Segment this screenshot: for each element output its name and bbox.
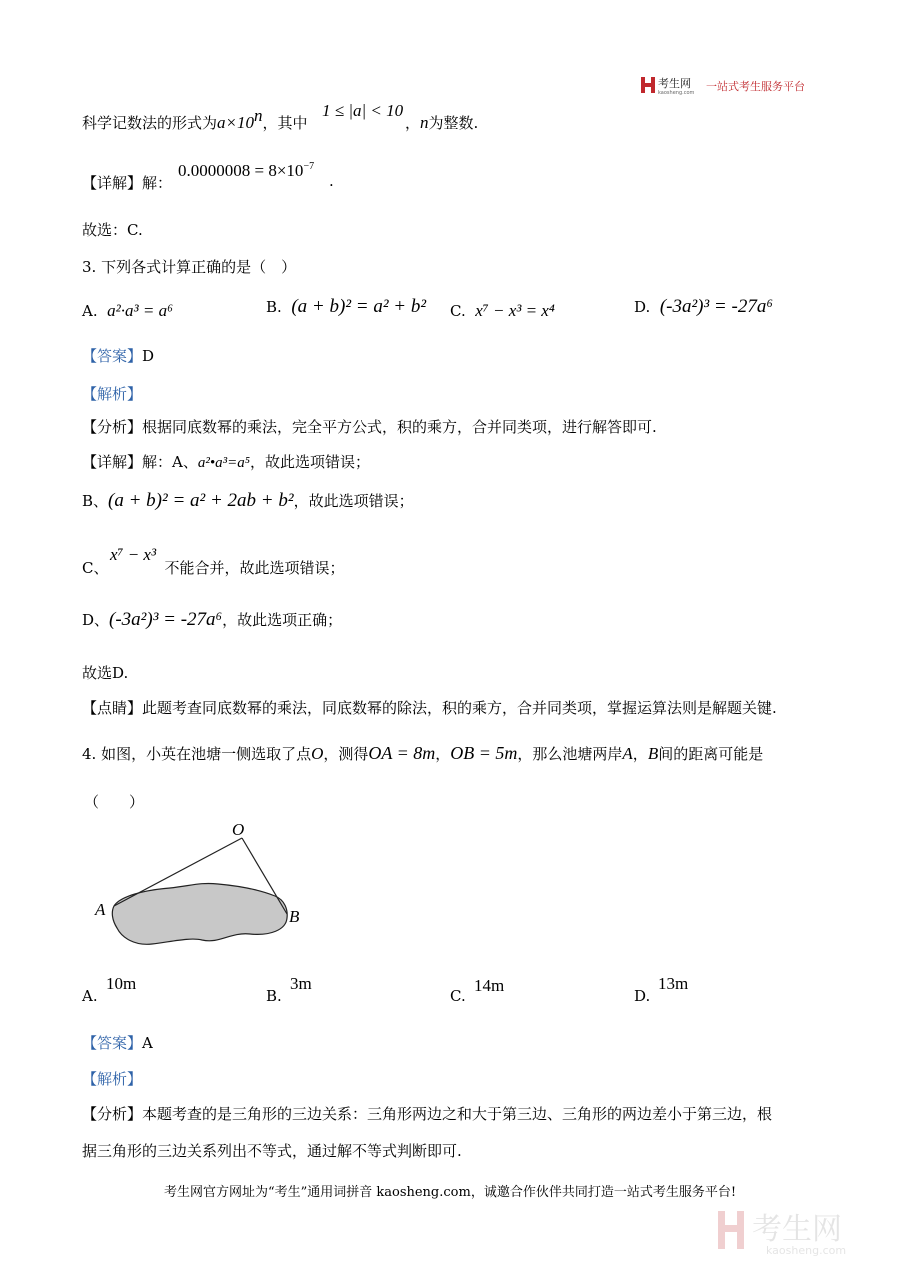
- q4-fenxi-line2: 据三角形的三边关系列出不等式，通过解不等式判断即可.: [82, 1142, 462, 1160]
- label-o: O: [232, 820, 245, 839]
- q4-option-d: D.: [634, 987, 651, 1005]
- pond-figure: [90, 818, 320, 953]
- q3-option-a: A. a²·a³ = a⁶: [82, 301, 173, 320]
- q4-analysis-label: 【解析】: [82, 1070, 143, 1088]
- q3-option-d: D. (-3a²)³ = -27a⁶: [634, 296, 773, 317]
- q3-detail-c: C、 不能合并，故此选项错误；: [82, 559, 345, 577]
- svg-text:考生网: 考生网: [752, 1212, 842, 1247]
- sci-notation-end: ，n为整数.: [405, 113, 479, 132]
- q3-choose: 故选D.: [82, 664, 129, 682]
- q3-analysis-label: 【解析】: [82, 385, 143, 403]
- q3-detail-c-expr: x⁷ − x³: [110, 545, 157, 564]
- q3-detail-b: B、(a + b)² = a² + 2ab + b²，故此选项错误；: [82, 490, 414, 511]
- q4-answer: 【答案】A: [82, 1034, 153, 1052]
- prev-detail: 【详解】解：: [82, 174, 173, 192]
- prev-detail-formula: $0.0000008 = 8\times 10^{-7}$: [178, 161, 315, 180]
- q4-paren: （ ）: [84, 793, 145, 811]
- q3-detail-a: 【详解】解：A、a²•a³=a⁵，故此选项错误；: [82, 453, 370, 471]
- kaosheng-logo: [640, 74, 700, 96]
- kaosheng-watermark: [716, 1205, 886, 1257]
- sci-notation-line: 科学记数法的形式为$a\times 10^n$，其中: [82, 106, 308, 132]
- q3-fenxi: 【分析】根据同底数幂的乘法，完全平方公式，积的乘方，合并同类项，进行解答即可.: [82, 418, 657, 436]
- q4-fenxi-line1: 【分析】本题考查的是三角形的三边关系：三角形两边之和大于第三边、三角形的两边差小于第三边，根: [82, 1105, 773, 1123]
- q3-dianjing: 【点睛】此题考查同底数幂的乘法，同底数幂的除法，积的乘方，合并同类项，掌握运算法则是解题关键.: [82, 699, 777, 717]
- q3-option-c: C. x⁷ − x³ = x⁴: [450, 301, 555, 320]
- q4-option-c: C.: [450, 987, 466, 1005]
- q3-stem: 3. 下列各式计算正确的是（ ）: [82, 258, 297, 276]
- page-footer: 考生网官方网址为“考生”通用词拼音 kaosheng.com，诚邀合作伙伴共同打造一站式考生服务平台!: [163, 1185, 737, 1200]
- q4-option-d-value: 13m: [658, 974, 689, 993]
- prev-detail-dot: .: [329, 172, 334, 190]
- q4-option-a-value: 10m: [106, 974, 137, 993]
- svg-text:kaosheng.com: kaosheng.com: [766, 1244, 847, 1257]
- svg-text:kaosheng.com: kaosheng.com: [658, 90, 695, 96]
- brand-tagline: 一站式考生服务平台: [706, 81, 805, 93]
- q4-stem: 4. 如图，小英在池塘一侧选取了点O，测得OA = 8m，OB = 5m，那么池塘两岸A，B间的距离可能是: [82, 743, 764, 763]
- prev-choose: 故选：C.: [82, 221, 143, 239]
- label-a: A: [95, 900, 106, 919]
- q4-option-b: B.: [266, 987, 282, 1005]
- label-b: B: [289, 907, 300, 926]
- svg-text:考生网: 考生网: [658, 77, 691, 90]
- sci-notation-condition: 1 ≤ |a| < 10: [322, 101, 404, 120]
- q3-option-b: B. (a + b)² = a² + b²: [266, 296, 427, 317]
- q4-option-b-value: 3m: [290, 974, 312, 993]
- q3-answer: 【答案】D: [82, 347, 155, 365]
- q4-option-c-value: 14m: [474, 976, 505, 995]
- q3-detail-d: D、(-3a²)³ = -27a⁶，故此选项正确；: [82, 609, 343, 630]
- q4-option-a: A.: [82, 987, 98, 1005]
